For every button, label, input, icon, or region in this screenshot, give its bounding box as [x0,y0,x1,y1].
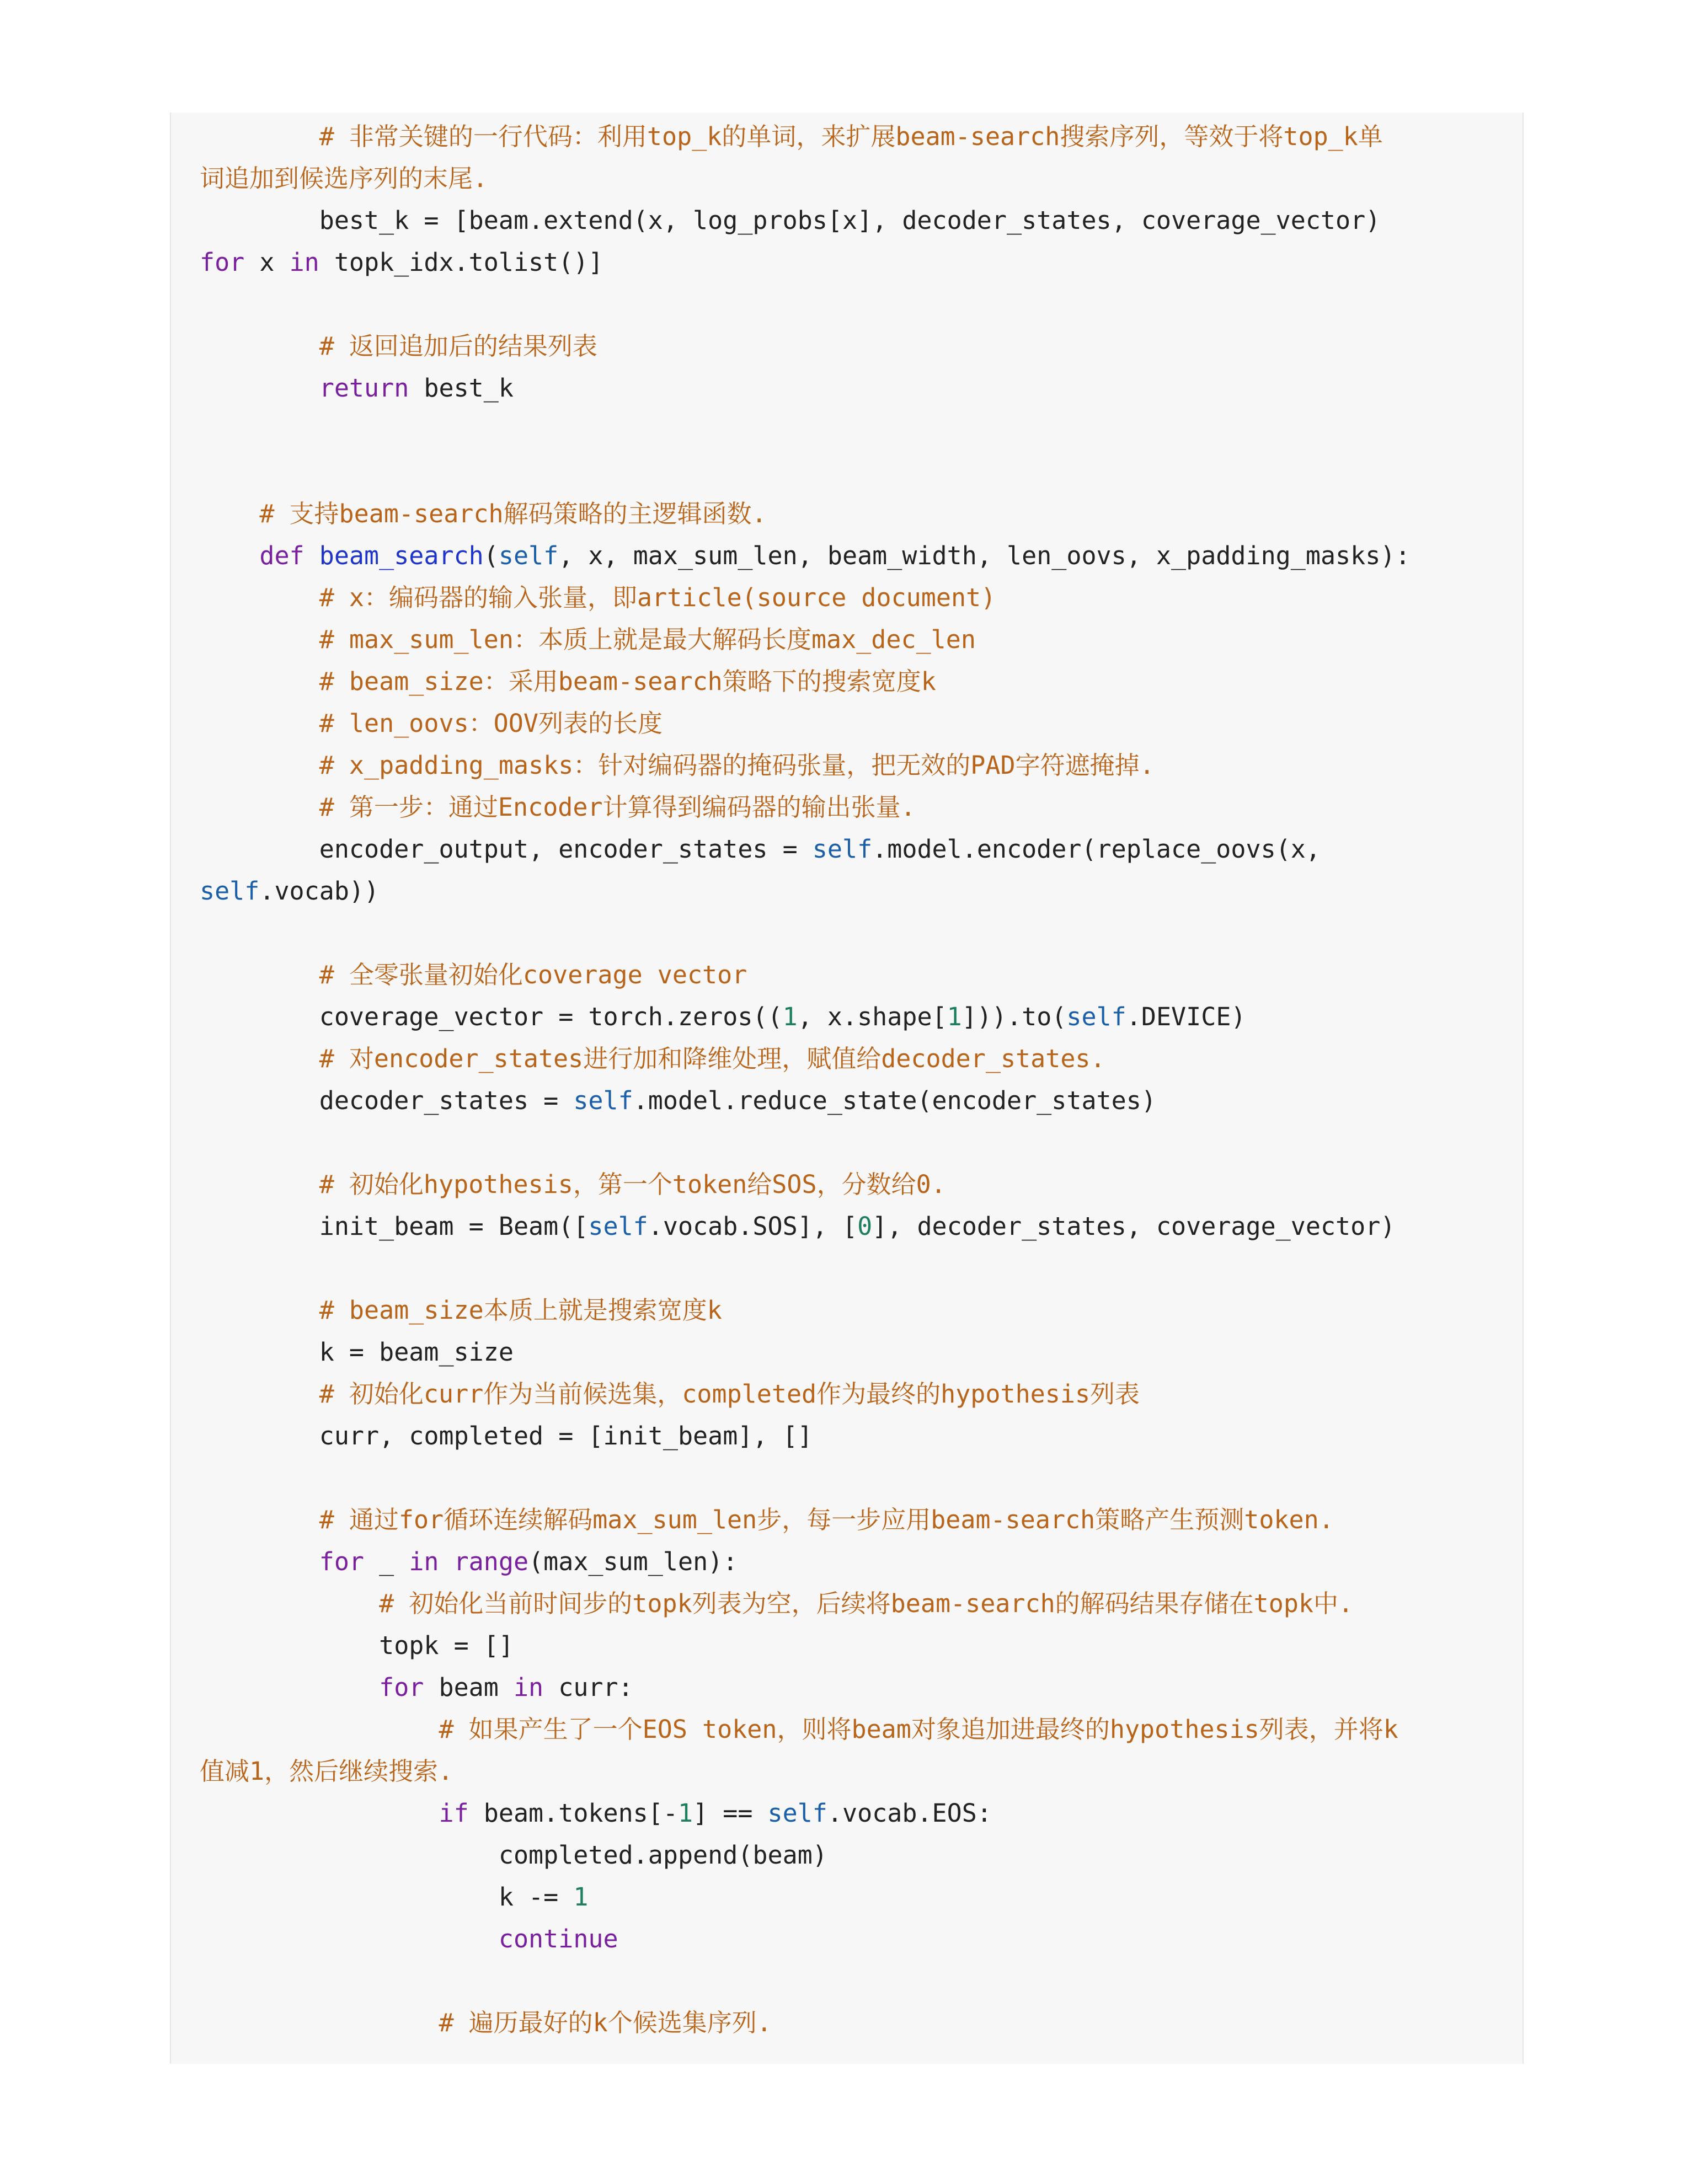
code-keyword: return [319,373,409,403]
code-line [200,1792,1513,1834]
code-line [200,954,1513,996]
code-number: 0 [857,1212,873,1241]
code-text: decoder_states = [200,1086,574,1115]
code-keyword: for [200,248,245,277]
code-keyword: continue [498,1924,618,1953]
code-line [200,1415,1513,1457]
code-self: self [200,876,260,906]
code-text: .model.reduce_state(encoder_states) [633,1086,1156,1115]
code-line [200,2002,1513,2044]
code-line [200,828,1513,870]
code-line [200,116,1513,158]
code-text: .model.encoder(replace_oovs(x, [872,834,1321,864]
code-keyword: in [409,1547,439,1576]
code-line [200,1709,1513,1751]
code-line [200,200,1513,242]
code-comment: # 初始化当前时间步的topk列表为空，后续将beam-search的解码结果存储在topk中. [200,1589,1354,1618]
code-line [200,367,1513,409]
code-comment: # beam_size：采用beam-search策略下的搜索宽度k [200,667,936,696]
code-line [200,1667,1513,1709]
code-comment: # 支持beam-search解码策略的主逻辑函数. [200,499,767,528]
code-text [439,1547,454,1576]
code-text [200,373,319,403]
code-block [170,113,1524,2064]
code-line [200,1583,1513,1625]
code-keyword: in [289,248,319,277]
code-self: self [1066,1002,1126,1031]
code-line [200,1918,1513,1960]
code-number: 1 [782,1002,798,1031]
code-text: completed.append(beam) [200,1840,827,1870]
code-line [200,1122,1513,1164]
code-text: k -= [200,1882,574,1912]
code-comment: # 返回追加后的结果列表 [200,331,597,361]
code-comment: # x_padding_masks：针对编码器的掩码张量，把无效的PAD字符遮掩掉. [200,751,1155,780]
code-line [200,242,1513,283]
code-text [305,541,319,570]
code-line [200,703,1513,745]
code-number: 1 [573,1882,589,1912]
code-text: ] == [693,1798,768,1828]
code-text [200,1798,439,1828]
code-line [200,619,1513,661]
code-line [200,1834,1513,1876]
code-comment: # 遍历最好的k个候选集序列. [200,2008,772,2037]
code-comment: 词追加到候选序列的末尾. [200,164,488,193]
code-line [200,1373,1513,1415]
code-line [200,1206,1513,1248]
code-line [200,1248,1513,1289]
code-text: beam.tokens[- [468,1798,678,1828]
code-line [200,1541,1513,1583]
code-line [200,1038,1513,1080]
code-text: k = beam_size [200,1337,514,1367]
code-line [200,1499,1513,1541]
code-line [200,535,1513,577]
code-text: curr, completed = [init_beam], [] [200,1421,813,1450]
code-line [200,1457,1513,1499]
code-text: beam [424,1673,514,1702]
code-keyword: for [319,1547,365,1576]
code-line [200,1331,1513,1373]
code-line [200,451,1513,493]
code-text: .vocab)) [259,876,380,906]
code-text: .vocab.SOS], [ [648,1212,858,1241]
code-line [200,870,1513,912]
code-line [200,409,1513,451]
code-line [200,1289,1513,1331]
code-comment: # 初始化curr作为当前候选集，completed作为最终的hypothesis列表 [200,1379,1140,1409]
code-text: .vocab.EOS: [827,1798,992,1828]
code-text [200,1924,499,1953]
code-comment: # len_oovs：OOV列表的长度 [200,709,663,738]
code-self: self [588,1212,648,1241]
code-line [200,577,1513,619]
code-self: self [812,834,873,864]
code-comment: # 对encoder_states进行加和降维处理，赋值给decoder_states. [200,1044,1105,1073]
code-text: , x, max_sum_len, beam_width, len_oovs, x_padding_masks): [558,541,1411,570]
code-line [200,996,1513,1038]
code-line [200,1751,1513,1792]
code-line [200,158,1513,200]
code-keyword: def [259,541,305,570]
code-line [200,661,1513,703]
code-self: self [573,1086,633,1115]
code-text: ( [483,541,499,570]
code-text: encoder_output, encoder_states = [200,834,813,864]
code-line [200,283,1513,325]
code-self: self [767,1798,827,1828]
code-text: ])).to( [961,1002,1067,1031]
code-line [200,1164,1513,1206]
code-comment: # 非常关键的一行代码：利用top_k的单词，来扩展beam-search搜索序列，等效于将top_k单 [200,122,1383,151]
code-comment: # beam_size本质上就是搜索宽度k [200,1296,722,1325]
code-text [200,1547,319,1576]
code-function-name: beam_search [319,541,484,570]
code-text: best_k = [beam.extend(x, log_probs[x], decoder_states, coverage_vector) [200,206,1381,235]
code-self: self [498,541,559,570]
code-line [200,325,1513,367]
code-comment: # 全零张量初始化coverage vector [200,960,747,989]
code-comment: # 如果产生了一个EOS token，则将beam对象追加进最终的hypothesis列表，并将k [200,1715,1398,1744]
code-comment: 值减1，然后继续搜索. [200,1757,453,1786]
code-line [200,745,1513,786]
code-comment: # x：编码器的输入张量，即article(source document) [200,583,996,612]
code-text [200,541,259,570]
code-keyword: for [379,1673,424,1702]
code-number: 1 [947,1002,962,1031]
code-comment: # max_sum_len：本质上就是最大解码长度max_dec_len [200,625,976,654]
code-text: topk = [] [200,1631,514,1660]
code-text: _ [364,1547,409,1576]
code-line [200,912,1513,954]
code-text: (max_sum_len): [528,1547,738,1576]
code-text: x [244,248,290,277]
code-line [200,493,1513,535]
code-comment: # 通过for循环连续解码max_sum_len步，每一步应用beam-search策略产生预测token. [200,1505,1334,1534]
code-text: init_beam = Beam([ [200,1212,589,1241]
code-keyword: range [453,1547,529,1576]
code-text: ], decoder_states, coverage_vector) [872,1212,1396,1241]
code-text [200,1673,379,1702]
code-line [200,1080,1513,1122]
code-keyword: if [439,1798,469,1828]
code-number: 1 [677,1798,693,1828]
code-text: .DEVICE) [1126,1002,1246,1031]
code-text: topk_idx.tolist()] [319,248,603,277]
code-keyword: in [513,1673,544,1702]
code-text: best_k [409,373,514,403]
code-listing [200,116,1513,2044]
code-text: coverage_vector = torch.zeros(( [200,1002,783,1031]
code-comment: # 初始化hypothesis，第一个token给SOS，分数给0. [200,1170,946,1199]
code-comment: # 第一步：通过Encoder计算得到编码器的输出张量. [200,793,916,822]
code-text: curr: [543,1673,633,1702]
code-line [200,1960,1513,2002]
code-text: , x.shape[ [797,1002,947,1031]
code-line [200,1625,1513,1667]
code-line [200,1876,1513,1918]
code-line [200,786,1513,828]
